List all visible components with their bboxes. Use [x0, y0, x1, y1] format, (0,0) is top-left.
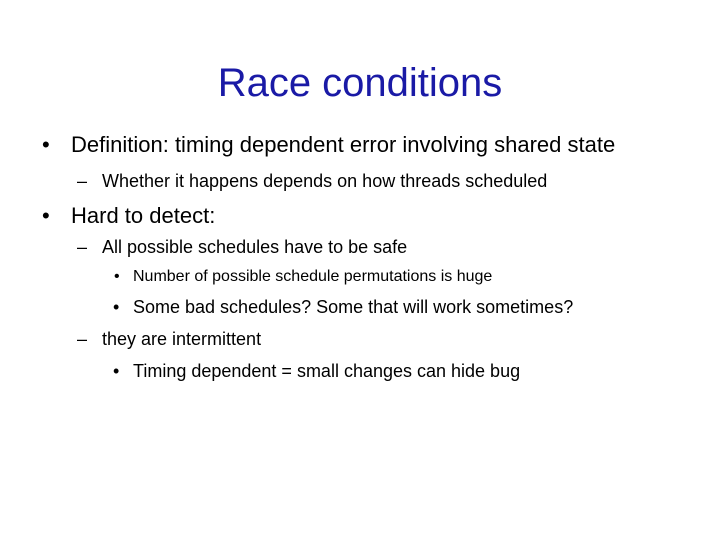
dash-marker: –: [77, 237, 88, 257]
sub-bullet-scheduling: Whether it happens depends on how threads scheduled: [102, 171, 548, 191]
sub-sub-bullet-permutations: Number of possible schedule permutations is huge: [133, 268, 493, 285]
sub-sub-bullet-timing-dependent: Timing dependent = small changes can hide bug: [133, 361, 521, 381]
sub-sub-bullet-bad-schedules: Some bad schedules? Some that will work sometimes?: [133, 297, 574, 317]
bullet-marker: •: [113, 361, 120, 381]
slide-title: Race conditions: [217, 61, 503, 105]
bullet-hard-to-detect: Hard to detect:: [71, 203, 216, 228]
dash-marker: –: [77, 171, 88, 191]
bullet-marker: •: [42, 203, 50, 228]
sub-bullet-schedules-safe: All possible schedules have to be safe: [102, 237, 408, 257]
bullet-definition: Definition: timing dependent error involving shared state: [71, 132, 616, 157]
bullet-marker: •: [114, 268, 120, 285]
dash-marker: –: [77, 329, 88, 349]
sub-bullet-intermittent: they are intermittent: [102, 329, 262, 349]
bullet-marker: •: [113, 297, 120, 317]
bullet-marker: •: [42, 132, 50, 157]
